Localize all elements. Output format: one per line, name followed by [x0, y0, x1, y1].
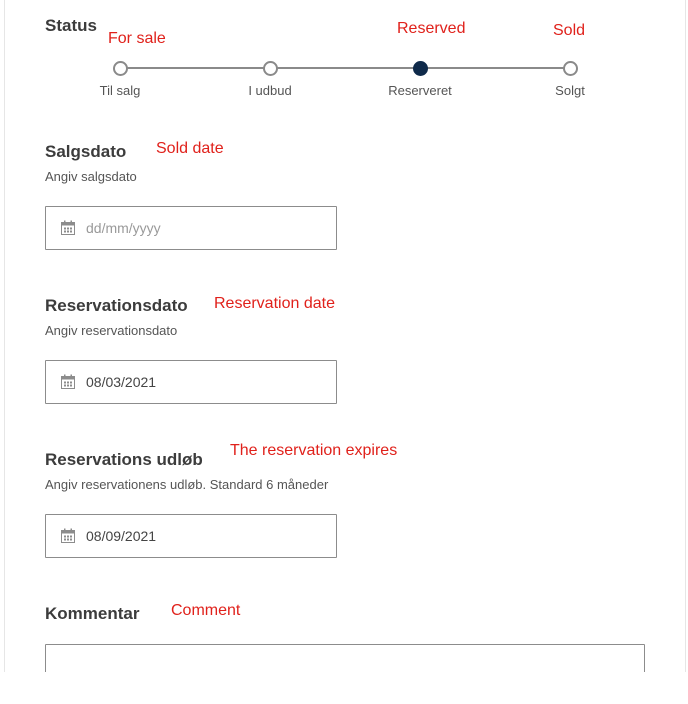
annotation-for-sale: For sale	[108, 30, 166, 47]
status-heading: Status	[45, 16, 97, 35]
annotation-reserved: Reserved	[397, 20, 466, 37]
calendar-icon	[60, 528, 76, 544]
property-status-form	[4, 0, 686, 672]
reservation-date-description: Angiv reservationsdato	[45, 323, 178, 338]
reservation-expiry-input[interactable]	[45, 514, 337, 558]
sale-date-placeholder[interactable]: dd/mm/yyyy	[86, 220, 161, 236]
reservation-expiry-value[interactable]: 08/09/2021	[86, 528, 157, 544]
step-dot-solgt[interactable]	[563, 61, 578, 76]
annotation-reservation-expires: The reservation expires	[230, 442, 398, 459]
step-dot-til-salg[interactable]	[113, 61, 128, 76]
reservation-date-value[interactable]: 08/03/2021	[86, 374, 157, 390]
annotation-sold-date: Sold date	[156, 140, 224, 157]
step-dot-reserveret[interactable]	[413, 61, 428, 76]
sale-date-description: Angiv salgsdato	[45, 169, 137, 184]
calendar-icon	[60, 374, 76, 390]
reservation-date-input[interactable]	[45, 360, 337, 404]
calendar-icon	[60, 220, 76, 236]
reservation-expiry-description: Angiv reservationens udløb. Standard 6 måneder	[45, 477, 329, 492]
sale-date-heading: Salgsdato	[45, 142, 127, 161]
annotation-reservation-date: Reservation date	[214, 295, 335, 312]
reservation-date-heading: Reservationsdato	[45, 296, 188, 315]
annotation-sold: Sold	[553, 22, 586, 39]
reservation-expiry-heading: Reservations udløb	[45, 450, 203, 469]
step-label-i-udbud[interactable]: I udbud	[248, 83, 292, 98]
step-dot-i-udbud[interactable]	[263, 61, 278, 76]
step-label-til-salg[interactable]: Til salg	[99, 83, 141, 98]
comment-heading: Kommentar	[45, 604, 140, 623]
comment-textarea[interactable]	[45, 644, 645, 672]
annotation-comment: Comment	[171, 602, 241, 619]
step-label-solgt[interactable]: Solgt	[555, 83, 585, 98]
step-label-reserveret[interactable]: Reserveret	[388, 83, 452, 98]
sale-date-input[interactable]	[45, 206, 337, 250]
status-stepper-track	[120, 67, 570, 69]
